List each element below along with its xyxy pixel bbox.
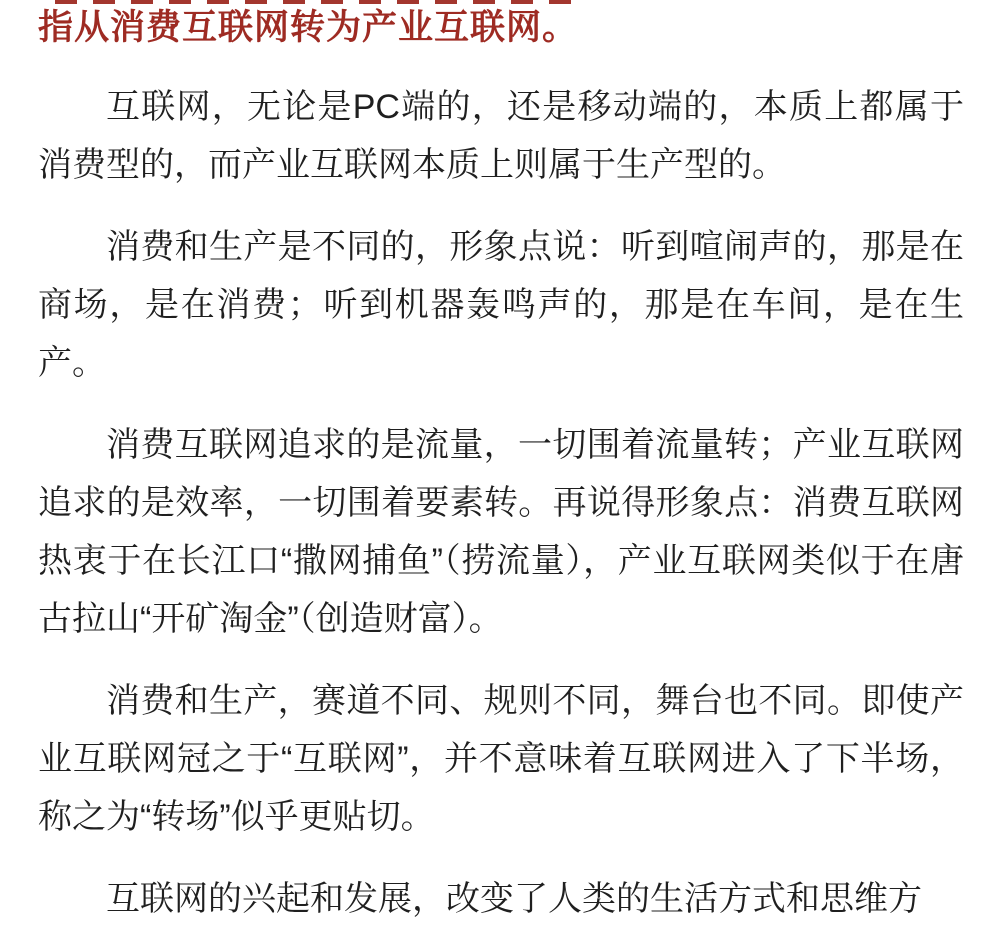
article-lead-heading: 指从消费互联网转为产业互联网。: [38, 8, 579, 47]
article-paragraph-3: 消费互联网追求的是流量，一切围着流量转；产业互联网追求的是效率，一切围着要素转。再说得形象点：消费互联网热衷于在长江口“撒网捕鱼”（捞流量），产业互联网类似于在唐古拉山“开矿淘金”（创造财富）。: [38, 426, 964, 638]
article-paragraph-4: 消费和生产，赛道不同、规则不同，舞台也不同。即使产业互联网冠之于“互联网”，并不意味着互联网进入了下半场，称之为“转场”似乎更贴切。: [38, 682, 964, 836]
article-paragraph-5-clipped: 互联网的兴起和发展，改变了人类的生活方式和思维方: [106, 880, 922, 918]
article-paragraph-2: 消费和生产是不同的，形象点说：听到喧闹声的，那是在商场，是在消费；听到机器轰鸣声的，那是在车间，是在生产。: [38, 228, 964, 382]
article-paragraph-1: 互联网，无论是PC端的，还是移动端的，本质上都属于消费型的，而产业互联网本质上则属于生产型的。: [38, 88, 964, 184]
article-content: [38, 0, 964, 928]
